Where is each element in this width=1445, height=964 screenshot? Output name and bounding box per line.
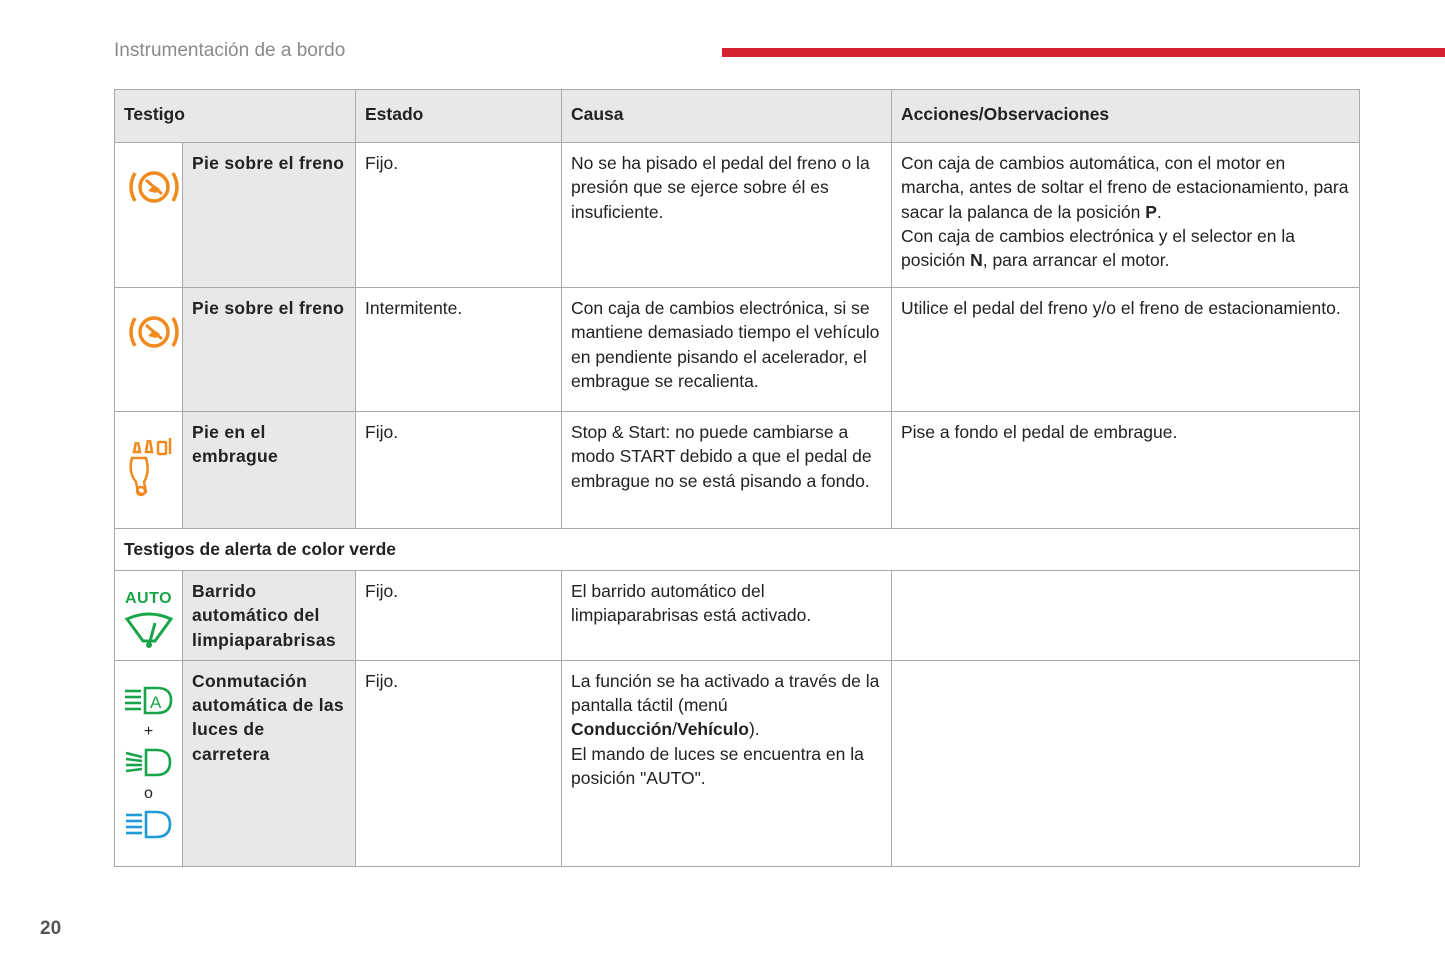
header-accent-bar bbox=[722, 48, 1445, 57]
icon-cell bbox=[115, 143, 183, 288]
table-row bbox=[115, 412, 1360, 529]
row-name: Conmutación automática de las luces de carretera bbox=[183, 660, 356, 866]
acciones-text: Con caja de cambios automática, con el motor en marcha, antes de soltar el freno de estacionamiento, para sacar la palanca de la posición bbox=[901, 153, 1349, 222]
row-estado: Fijo. bbox=[356, 143, 562, 288]
gear-position-p: P bbox=[1145, 201, 1157, 222]
row-acciones: Pise a fondo el pedal de embrague. bbox=[892, 412, 1360, 529]
table-row bbox=[115, 143, 1360, 288]
row-causa: No se ha pisado el pedal del freno o la presión que se ejerce sobre él es insuficiente. bbox=[562, 143, 892, 288]
icon-cell bbox=[115, 288, 183, 412]
plus-sign: + bbox=[143, 722, 154, 740]
gear-position-n: N bbox=[970, 250, 983, 271]
table-row bbox=[115, 571, 1360, 661]
causa-slash: / bbox=[672, 719, 677, 740]
row-causa bbox=[562, 660, 892, 866]
icon-cell bbox=[115, 660, 183, 866]
row-estado: Fijo. bbox=[356, 412, 562, 529]
page-number: 20 bbox=[40, 918, 62, 939]
svg-text:A: A bbox=[149, 692, 161, 712]
row-estado: Intermitente. bbox=[356, 288, 562, 412]
icon-cell bbox=[115, 571, 183, 661]
high-beam-blue-icon bbox=[124, 809, 174, 841]
row-estado: Fijo. bbox=[356, 660, 562, 866]
foot-on-clutch-icon bbox=[124, 432, 180, 498]
table-row bbox=[115, 288, 1360, 412]
auto-label: AUTO bbox=[124, 590, 173, 607]
running-header: Instrumentación de a bordo bbox=[114, 40, 346, 61]
menu-conduccion: Conducción bbox=[571, 719, 673, 740]
col-header-testigo: Testigo bbox=[115, 90, 356, 143]
icon-cell bbox=[115, 412, 183, 529]
acciones-text: . bbox=[1156, 201, 1162, 222]
row-acciones bbox=[892, 143, 1360, 288]
foot-on-brake-icon bbox=[124, 165, 184, 209]
table-row bbox=[115, 660, 1360, 866]
row-name: Barrido automático del limpiaparabrisas bbox=[183, 571, 356, 661]
row-causa: Con caja de cambios electrónica, si se mantiene demasiado tiempo el vehículo en pendiente pisando el acelerador, el embrague se recalienta. bbox=[562, 288, 892, 412]
col-header-causa: Causa bbox=[562, 90, 892, 143]
row-causa: El barrido automático del limpiaparabrisas está activado. bbox=[562, 571, 892, 661]
col-header-estado: Estado bbox=[356, 90, 562, 143]
foot-on-brake-icon bbox=[124, 310, 184, 354]
row-acciones: Utilice el pedal del freno y/o el freno de estacionamiento. bbox=[892, 288, 1360, 412]
row-name: Pie sobre el freno bbox=[183, 143, 356, 288]
auto-wiper-icon bbox=[123, 611, 175, 651]
warning-lights-table bbox=[114, 89, 1360, 867]
high-beam-green-icon bbox=[124, 747, 174, 779]
causa-text: ). bbox=[748, 719, 760, 740]
row-name: Pie en el embrague bbox=[183, 412, 356, 529]
row-acciones bbox=[892, 571, 1360, 661]
table-header-row bbox=[115, 90, 1360, 143]
col-header-acciones: Acciones/Observaciones bbox=[892, 90, 1360, 143]
section-row bbox=[115, 529, 1360, 571]
row-estado: Fijo. bbox=[356, 571, 562, 661]
causa-text: La función se ha activado a través de la pantalla táctil (menú bbox=[571, 670, 880, 716]
acciones-text: , para arrancar el motor. bbox=[982, 250, 1170, 271]
row-causa: Stop & Start: no puede cambiarse a modo START debido a que el pedal de embrague no se está pisando a fondo. bbox=[562, 412, 892, 529]
acciones-text: Con caja de cambios electrónica y el selector en la posición bbox=[901, 225, 1295, 271]
or-separator: o bbox=[144, 784, 153, 802]
auto-high-beam-icon bbox=[123, 685, 175, 717]
causa-text: El mando de luces se encuentra en la posición "AUTO". bbox=[571, 743, 864, 789]
row-name: Pie sobre el freno bbox=[183, 288, 356, 412]
row-acciones bbox=[892, 660, 1360, 866]
menu-vehiculo: Vehículo bbox=[676, 719, 749, 740]
section-title: Testigos de alerta de color verde bbox=[115, 529, 1360, 571]
